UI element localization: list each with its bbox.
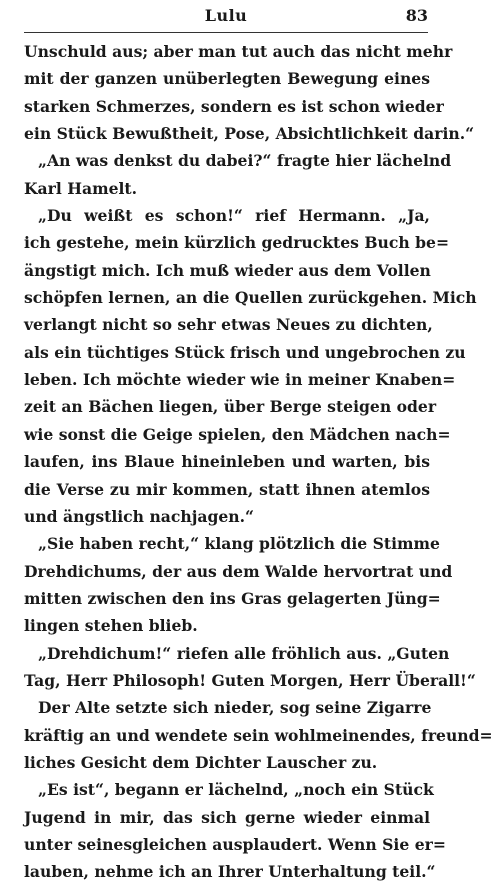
text-line: mit der ganzen unüberlegten Bewegung eines <box>24 69 430 89</box>
text-line: liches Gesicht dem Dichter Lauscher zu. <box>24 752 378 772</box>
text-line: Unschuld aus; aber man tut auch das nicht mehr <box>24 42 453 61</box>
text-line: „Drehdichum!“ riefen alle fröhlich aus. „Guten <box>38 643 450 663</box>
text-line: ängstigt mich. Ich muß wieder aus dem Vollen <box>24 260 431 280</box>
text-line: ein Stück Bewußtheit, Pose, Absichtlichkeit darin.“ <box>24 124 475 144</box>
text-line: Tag, Herr Philosoph! Guten Morgen, Herr Überall!“ <box>24 670 476 690</box>
text-line: verlangt nicht so sehr etwas Neues zu dichten, <box>24 315 433 335</box>
text-line: „Sie haben recht,“ klang plötzlich die Stimme <box>38 534 440 554</box>
text-line: mitten zwischen den ins Gras gelagerten Jüng= <box>24 588 441 608</box>
text-line: lauben, nehme ich an Ihrer Unterhaltung teil.“ <box>24 862 436 882</box>
text-line: Der Alte setzte sich nieder, sog seine Zigarre <box>38 698 432 718</box>
text-line: als ein tüchtiges Stück frisch und ungebrochen zu <box>24 342 466 362</box>
text-line: ich gestehe, mein kürzlich gedrucktes Buch be= <box>24 233 450 253</box>
running-title: Lulu <box>204 6 248 25</box>
text-line: und ängstlich nachjagen.“ <box>24 506 255 526</box>
text-line: wie sonst die Geige spielen, den Mädchen nach= <box>24 424 451 444</box>
running-head <box>24 6 428 32</box>
text-line: „An was denkst du dabei?“ fragte hier lächelnd <box>38 151 452 171</box>
text-line: starken Schmerzes, sondern es ist schon wieder <box>24 96 444 116</box>
text-line: Karl Hamelt. <box>24 178 138 198</box>
text-line: „Du weißt es schon!“ rief Hermann. „Ja, <box>38 206 430 226</box>
text-line: zeit an Bächen liegen, über Berge steigen oder <box>24 397 437 417</box>
text-line: Drehdichums, der aus dem Walde hervortrat und <box>24 561 453 581</box>
text-line: unter seinesgleichen ausplaudert. Wenn Sie er= <box>24 834 446 854</box>
text-line: „Es ist“, begann er lächelnd, „noch ein Stück <box>38 780 434 800</box>
text-line: kräftig an und wendete sein wohlmeinendes, freund= <box>24 725 493 745</box>
text-line: Jugend in mir, das sich gerne wieder einmal <box>24 807 430 827</box>
header-rule <box>24 32 428 33</box>
text-line: die Verse zu mir kommen, statt ihnen atemlos <box>24 479 430 499</box>
text-line: laufen, ins Blaue hineinleben und warten, bis <box>24 452 430 472</box>
text-line: leben. Ich möchte wieder wie in meiner Knaben= <box>24 370 456 390</box>
page-number: 83 <box>405 6 428 25</box>
text-line: lingen stehen blieb. <box>24 616 198 636</box>
body-text <box>24 38 493 886</box>
text-line: schöpfen lernen, an die Quellen zurückgehen. Mich <box>24 288 477 308</box>
